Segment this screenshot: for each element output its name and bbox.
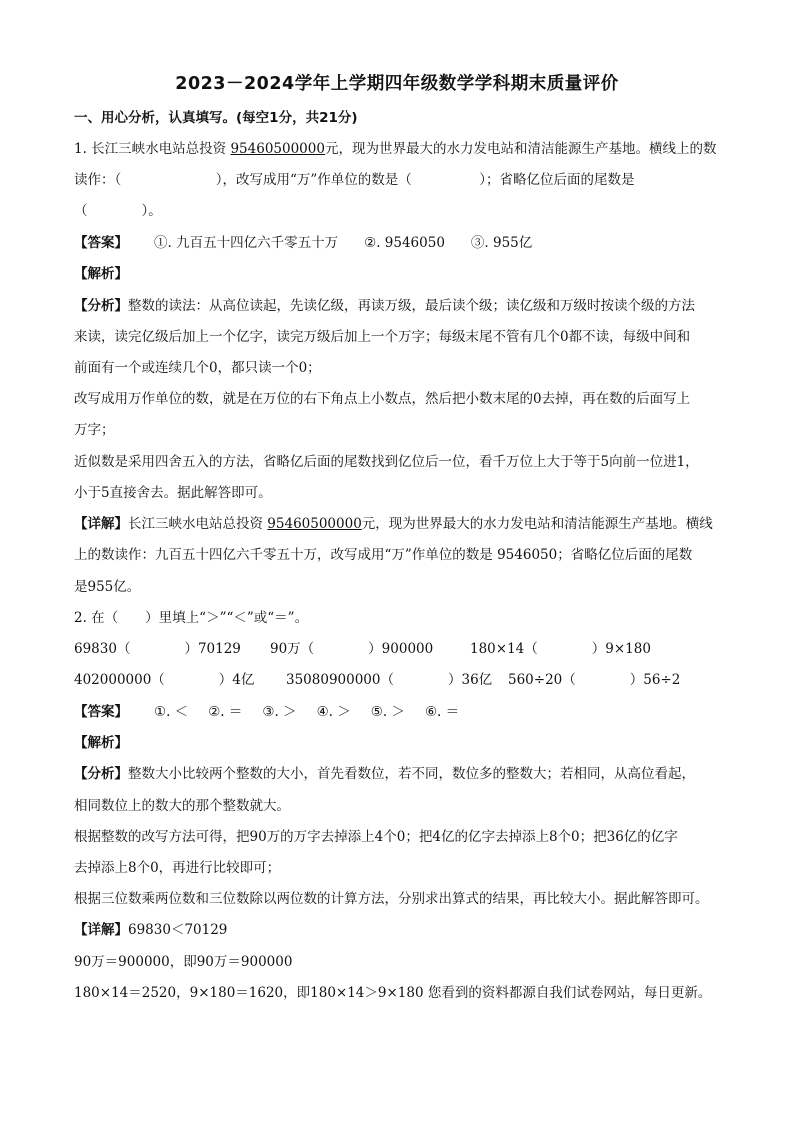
q2-method-line3: 根据三位数乘两位数和三位数除以两位数的计算方法，分别求出算式的结果，再比较大小。据此解答即可。	[74, 891, 709, 907]
q1-approx-line1: 近似数是采用四舍五入的方法，省略亿后面的尾数找到亿位后一位，看千万位上大于等于5向前一位进1，	[74, 454, 699, 470]
q1-stem-line2: 读作：（ ），改写成用“万”作单位的数是（ ）；省略亿位后面的尾数是	[74, 172, 635, 188]
q1-fenxi-line2: 来读，读完亿级后加上一个亿字，读完万级后加上一个万字；每级末尾不管有几个0都不读，每级中间和	[74, 329, 691, 345]
q2-detail-line1	[74, 920, 227, 940]
q1-rewrite-line2: 万字；	[74, 422, 115, 438]
answer-tag: 【答案】	[74, 704, 128, 720]
q2-item-4: 402000000（ ）4亿	[74, 672, 255, 688]
q1-answer-3: ③. 955亿	[470, 235, 533, 251]
q1-detail-pre: 长江三峡水电站总投资	[128, 516, 268, 532]
q1-stem-pre: 1. 长江三峡水电站总投资	[74, 141, 231, 157]
q2-answer-4: ④. ＞	[316, 704, 351, 720]
q2-fenxi-line2: 相同数位上的数大的那个整数就大。	[74, 798, 290, 814]
detail-tag: 【详解】	[74, 516, 128, 532]
q2-answer-2: ②. ＝	[208, 704, 243, 720]
q2-item-6: 560÷20（ ）56÷2	[508, 672, 681, 688]
q2-item-2: 90万（ ）900000	[270, 641, 434, 657]
q2-method-line2: 去掉添上8个0，再进行比较即可；	[74, 860, 281, 876]
q1-detail-line2: 上的数读作：九百五十四亿六千零五十万，改写成用“万”作单位的数是 9546050；省略亿位后面的尾数	[74, 547, 693, 563]
q1-stem-line3: （ ）。	[74, 203, 162, 219]
q1-detail-post: 元，现为世界最大的水力发电站和清洁能源生产基地。横线	[361, 516, 713, 532]
q1-answer-2: ②. 9546050	[364, 235, 445, 251]
q1-fenxi-line1	[74, 296, 695, 316]
q1-detail-line3: 是955亿。	[74, 579, 141, 595]
page-title: 2023－2024学年上学期四年级数学学科期末质量评价	[175, 74, 619, 94]
answer-tag: 【答案】	[74, 235, 128, 251]
q2-answer-5: ⑤. ＞	[370, 704, 405, 720]
q1-analysis-tag: 【解析】	[74, 266, 128, 282]
q2-stem: 2. 在（ ）里填上“＞”“＜”或“＝”。	[74, 610, 309, 626]
detail-tag: 【详解】	[74, 922, 128, 938]
q2-fenxi-text1: 整数大小比较两个整数的大小，首先看数位，若不同，数位多的整数大；若相同，从高位看起，	[128, 766, 695, 782]
q2-detail-line2: 90万＝900000，即90万＝900000	[74, 954, 293, 970]
q1-rewrite-line1: 改写成用万作单位的数，就是在万位的右下角点上小数点，然后把小数末尾的0去掉，再在数的后面写上	[74, 391, 691, 407]
q2-method-line1: 根据整数的改写方法可得，把90万的万字去掉添上4个0；把4亿的亿字去掉添上8个0；把36亿的亿字	[74, 829, 678, 845]
q2-answer-1: ①. ＜	[154, 704, 189, 720]
q1-detail-number: 95460500000	[267, 516, 362, 532]
fenxi-tag: 【分析】	[74, 766, 128, 782]
section-heading: 一、用心分析，认真填写。(每空1分，共21分)	[74, 110, 358, 126]
q1-approx-line2: 小于5直接舍去。据此解答即可。	[74, 485, 272, 501]
q2-item-5: 35080900000（ ）36亿	[286, 672, 493, 688]
q1-answer-1: ①. 九百五十四亿六千零五十万	[154, 235, 339, 251]
q1-number: 95460500000	[230, 141, 325, 157]
q1-fenxi-line3: 前面有一个或连续几个0，都只读一个0；	[74, 360, 321, 376]
q2-answer-3: ③. ＞	[262, 704, 297, 720]
fenxi-tag: 【分析】	[74, 298, 128, 314]
q1-answer	[74, 233, 532, 253]
q2-fenxi-line1	[74, 764, 695, 784]
q2-analysis-tag: 【解析】	[74, 735, 128, 751]
q2-item-3: 180×14（ ）9×180	[470, 641, 651, 657]
q2-answer-6: ⑥. ＝	[424, 704, 460, 720]
q2-detail-line3: 180×14＝2520，9×180＝1620，即180×14＞9×180 您看到的资料都源自我们试卷网站，每日更新。	[74, 985, 712, 1001]
q1-detail-line1	[74, 514, 713, 534]
q2-item-1: 69830（ ）70129	[74, 641, 241, 657]
q1-stem-post: 元，现为世界最大的水力发电站和清洁能源生产基地。横线上的数	[324, 141, 717, 157]
q2-detail-text1: 69830＜70129	[128, 922, 228, 938]
q2-answer	[74, 702, 459, 722]
q1-stem-line1	[74, 139, 716, 159]
q1-fenxi-text1: 整数的读法：从高位读起，先读亿级，再读万级，最后读个级；读亿级和万级时按读个级的方法	[128, 298, 695, 314]
